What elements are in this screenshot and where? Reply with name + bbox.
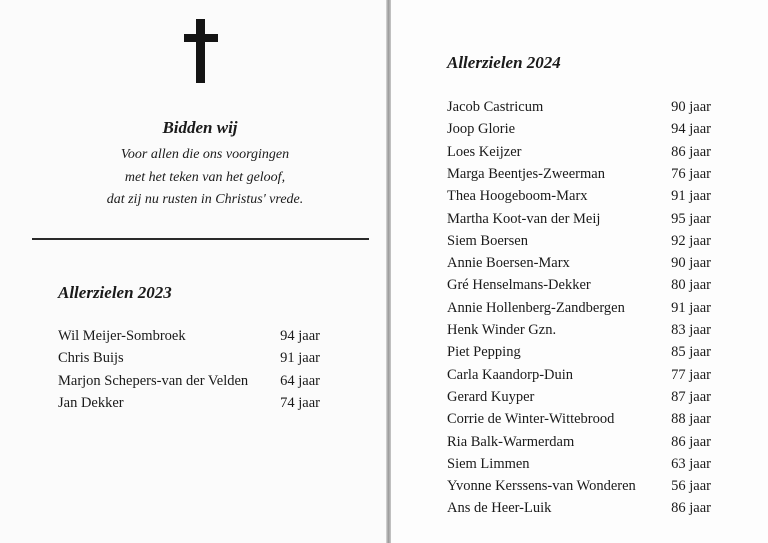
list-item xyxy=(58,350,320,372)
prayer-title: Bidden wij xyxy=(162,118,238,137)
person-age: 86 jaar xyxy=(671,143,711,160)
person-name: Siem Boersen xyxy=(447,232,528,249)
person-age: 83 jaar xyxy=(671,322,711,338)
list-item xyxy=(58,328,320,350)
person-age: 86 jaar xyxy=(671,500,711,517)
person-name: Carla Kaandorp-Duin xyxy=(447,366,574,383)
person-name: Thea Hoogeboom-Marx xyxy=(447,188,588,205)
right-page xyxy=(391,0,768,543)
person-name: Henk Winder Gzn. xyxy=(447,322,557,338)
list-item xyxy=(447,121,711,143)
person-name: Loes Keijzer xyxy=(447,143,522,160)
list-item xyxy=(447,166,711,188)
person-age: 91 jaar xyxy=(280,350,320,367)
person-age: 92 jaar xyxy=(671,232,711,249)
person-name: Marga Beentjes-Zweerman xyxy=(447,165,605,182)
person-age: 86 jaar xyxy=(671,433,711,450)
list-item xyxy=(447,322,711,344)
person-name: Jan Dekker xyxy=(58,394,124,411)
person-age: 94 jaar xyxy=(671,121,711,138)
person-name: Joop Glorie xyxy=(447,121,516,138)
person-name: Wil Meijer-Sombroek xyxy=(58,328,186,344)
list-item xyxy=(447,389,711,411)
list-item xyxy=(58,395,320,417)
person-name: Corrie de Winter-Wittebrood xyxy=(447,411,615,428)
person-age: 77 jaar xyxy=(671,366,711,383)
prayer-line: met het teken van het geloof, xyxy=(124,170,286,185)
person-age: 85 jaar xyxy=(671,344,711,361)
person-age: 94 jaar xyxy=(280,328,320,344)
list-item xyxy=(447,478,711,500)
list-item xyxy=(447,344,711,366)
person-age: 88 jaar xyxy=(671,411,711,428)
person-name: Chris Buijs xyxy=(58,350,124,367)
person-age: 87 jaar xyxy=(671,388,711,405)
person-name: Siem Limmen xyxy=(447,455,530,472)
list-item xyxy=(447,367,711,389)
person-age: 64 jaar xyxy=(280,372,320,389)
list-item xyxy=(447,300,711,322)
person-name: Annie Hollenberg-Zandbergen xyxy=(447,299,625,316)
person-name: Ria Balk-Warmerdam xyxy=(447,433,575,450)
list-item xyxy=(447,434,711,456)
section-title-2023: Allerzielen 2023 xyxy=(58,283,172,302)
person-age: 80 jaar xyxy=(671,277,711,294)
person-name: Gré Henselmans-Dekker xyxy=(447,277,591,294)
list-item xyxy=(447,144,711,166)
person-name: Ans de Heer-Luik xyxy=(447,500,552,517)
list-item xyxy=(447,233,711,255)
section-title-2024: Allerzielen 2024 xyxy=(447,53,561,72)
person-name: Piet Pepping xyxy=(447,344,521,361)
person-age: 76 jaar xyxy=(671,165,711,182)
person-name: Gerard Kuyper xyxy=(447,388,535,405)
list-item xyxy=(447,211,711,233)
person-age: 91 jaar xyxy=(671,188,711,205)
person-age: 74 jaar xyxy=(280,394,320,411)
list-item xyxy=(58,373,320,395)
list-item xyxy=(447,188,711,210)
list-item xyxy=(447,456,711,478)
person-name: Yvonne Kerssens-van Wonderen xyxy=(447,478,636,495)
person-age: 56 jaar xyxy=(671,478,711,495)
list-item xyxy=(447,411,711,433)
prayer-line: dat zij nu rusten in Christus' vrede. xyxy=(106,192,304,207)
person-name: Marjon Schepers-van der Velden xyxy=(58,372,249,389)
list-item xyxy=(447,99,711,121)
person-age: 91 jaar xyxy=(671,299,711,316)
person-name: Jacob Castricum xyxy=(447,99,544,115)
person-age: 90 jaar xyxy=(671,99,711,115)
cross-icon xyxy=(184,19,218,83)
person-age: 63 jaar xyxy=(671,455,711,472)
list-item xyxy=(447,500,711,522)
person-name: Martha Koot-van der Meij xyxy=(447,210,601,227)
person-age: 90 jaar xyxy=(671,255,711,272)
person-age: 95 jaar xyxy=(671,210,711,227)
divider xyxy=(32,238,369,240)
prayer-line: Voor allen die ons voorgingen xyxy=(120,147,290,162)
list-item xyxy=(447,277,711,299)
list-item xyxy=(447,255,711,277)
person-name: Annie Boersen-Marx xyxy=(447,255,570,272)
